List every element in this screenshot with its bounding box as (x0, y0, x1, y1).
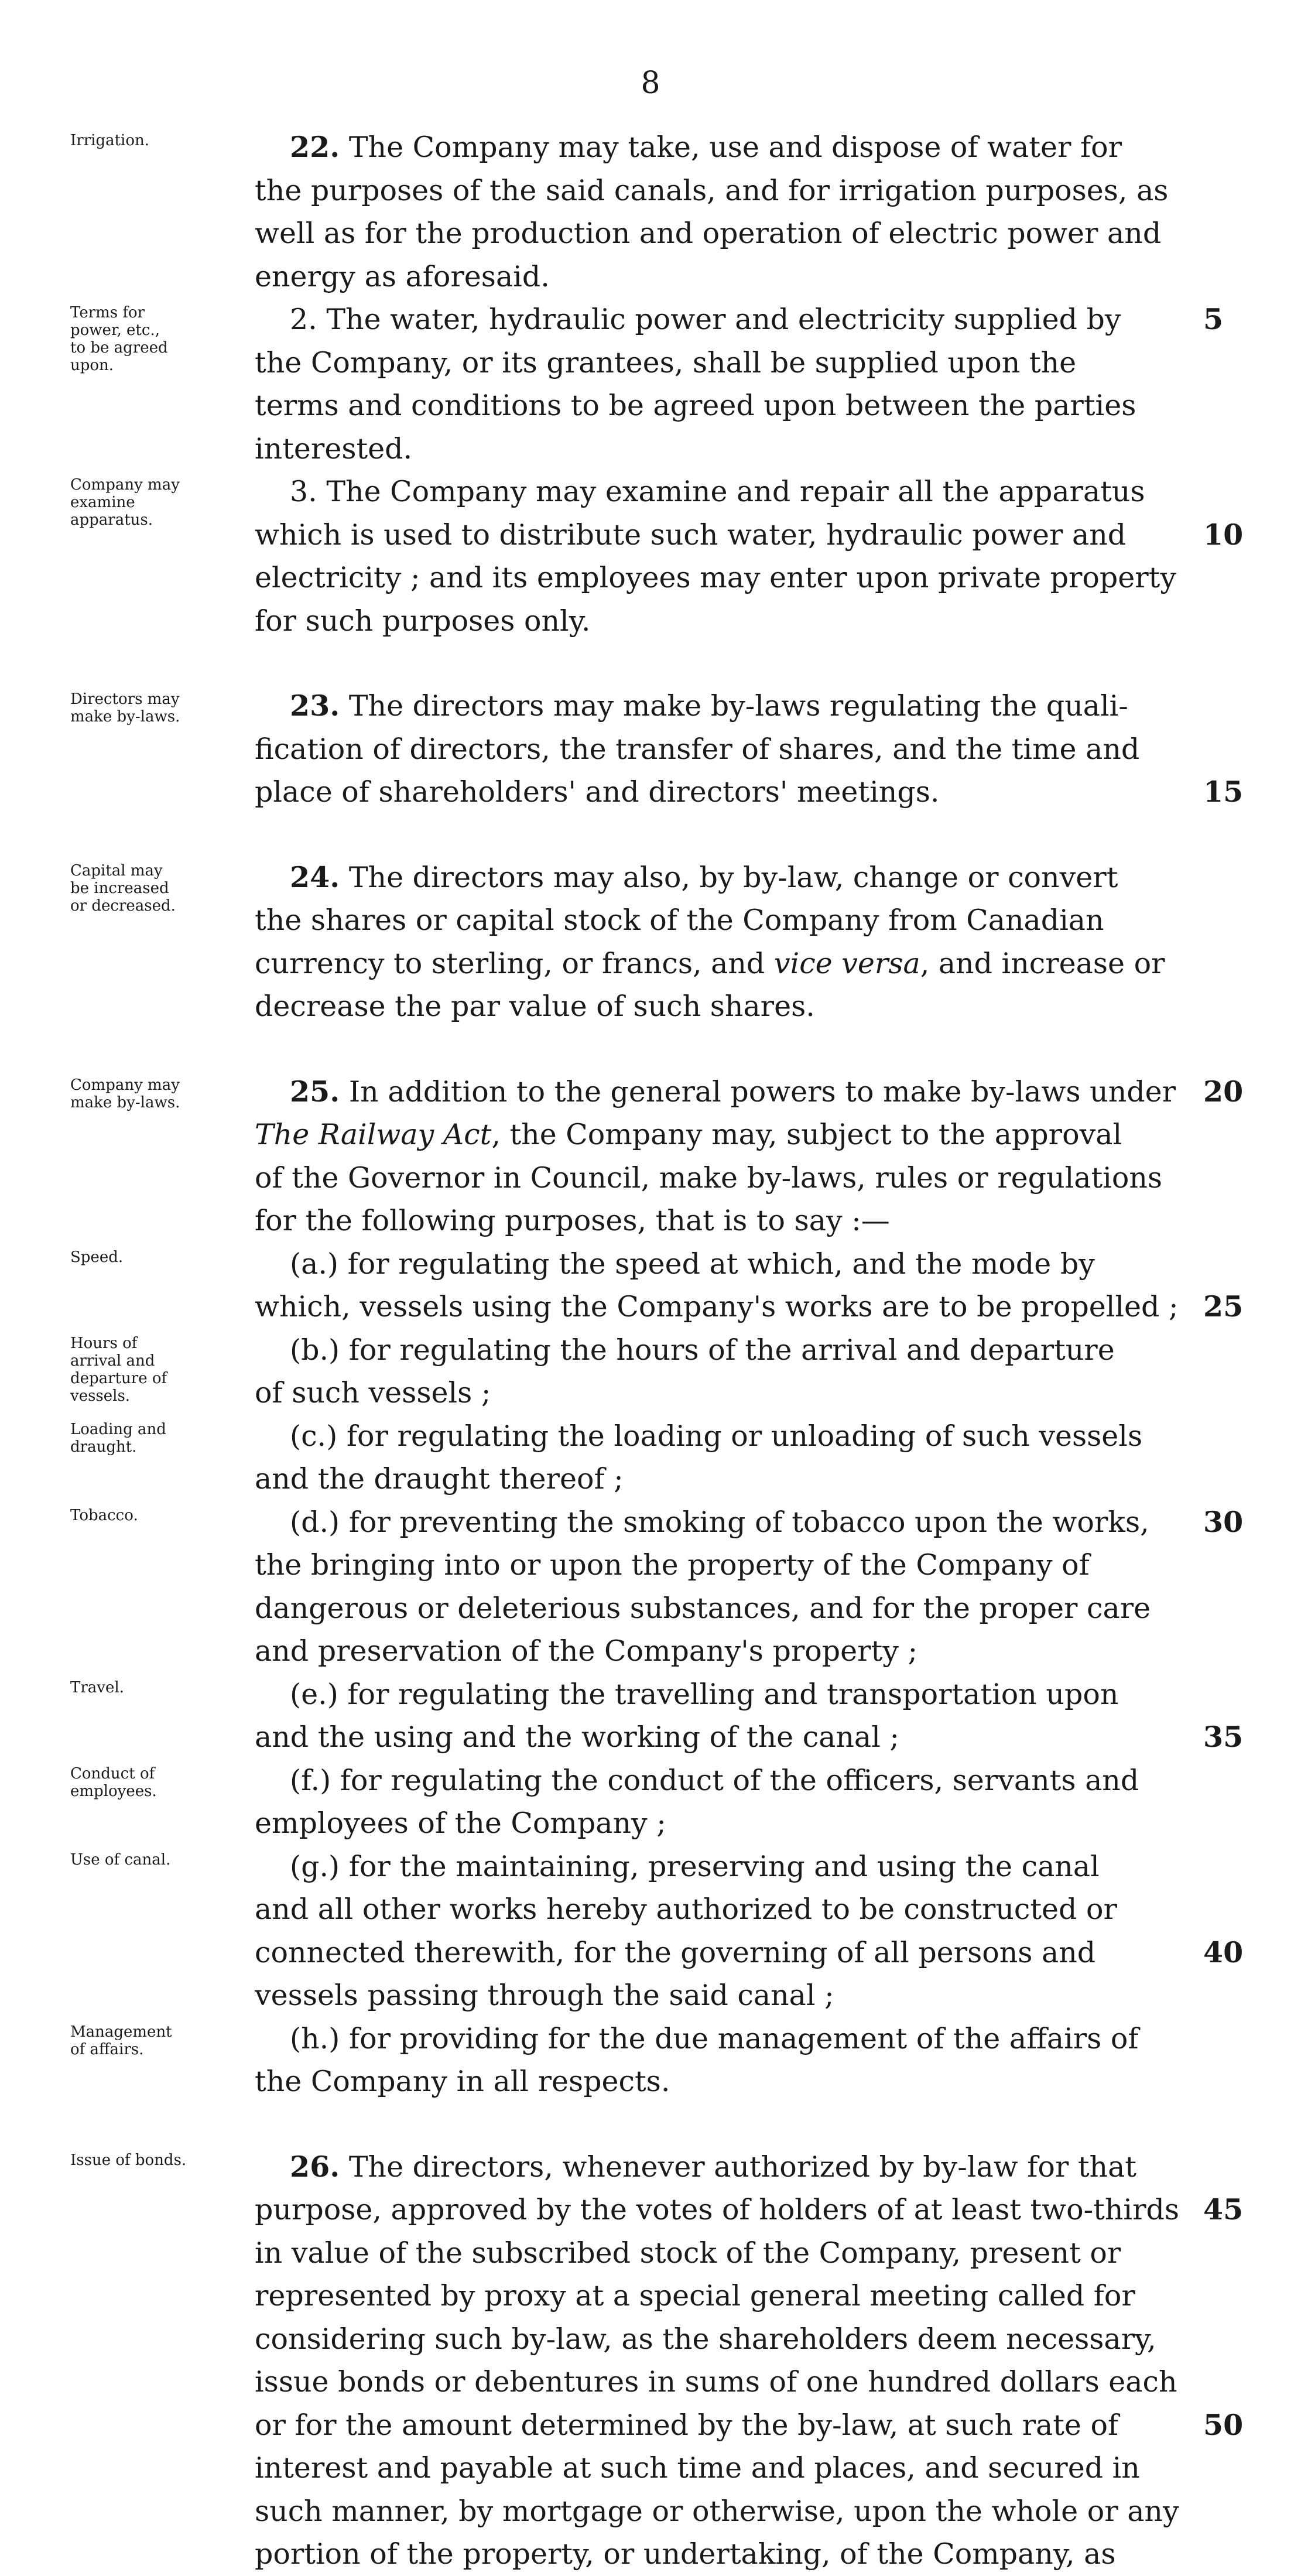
text-line: and preservation of the Company's property ; (255, 1634, 918, 1668)
marginal-note-line: Speed. (70, 1248, 124, 1266)
text-line: of such vessels ; (255, 1376, 491, 1410)
text-line: 3. The Company may examine and repair all the apparatus (290, 475, 1145, 508)
marginal-note (70, 1248, 234, 1266)
marginal-note-line: Conduct of (70, 1764, 155, 1783)
text-line: of the Governor in Council, make by-laws, rules or regulations (255, 1161, 1163, 1195)
text-line: employees of the Company ; (255, 1807, 666, 1840)
text-line: (e.) for regulating the travelling and transportation upon (290, 1677, 1119, 1711)
text-line: such manner, by mortgage or otherwise, upon the whole or any (255, 2494, 1179, 2528)
marginal-note-line: Directors may (70, 690, 180, 708)
marginal-note-line: employees. (70, 1782, 157, 1800)
text-line: place of shareholders' and directors' meetings. (255, 775, 940, 809)
paragraph (70, 126, 1262, 298)
paragraph (70, 856, 1262, 1028)
text-line: vessels passing through the said canal ; (255, 1979, 834, 2012)
text-line: the purposes of the said canals, and for irrigation purposes, as (255, 173, 1169, 207)
section-number: 26. (290, 2149, 340, 2184)
text-line: interest and payable at such time and places, and secured in (255, 2451, 1140, 2485)
text-line: and the draught thereof ; (255, 1462, 624, 1496)
text-line: the Company, or its grantees, shall be supplied upon the (255, 345, 1077, 379)
text-line: the Company in all respects. (255, 2065, 670, 2098)
text-line: which, vessels using the Company's works are to be propelled ; (255, 1290, 1179, 1323)
text-line: decrease the par value of such shares. (255, 990, 815, 1023)
paragraph (70, 298, 1262, 470)
paragraph (70, 1673, 1262, 1759)
text-line: electricity ; and its employees may enter upon private property (255, 561, 1177, 594)
paragraph (70, 1501, 1262, 1673)
section-number: 22. (290, 130, 340, 164)
marginal-note-line: Capital may (70, 861, 163, 880)
marginal-note-line: apparatus. (70, 511, 153, 529)
text-line: (d.) for preventing the smoking of tobacco upon the works, (290, 1505, 1149, 1539)
marginal-note-line: or decreased. (70, 897, 176, 915)
line-number: 25 (1203, 1289, 1244, 1323)
text-line: 23. The directors may make by-laws regulating the quali- (290, 689, 1128, 723)
marginal-note-line: Company may (70, 476, 180, 494)
text-line: for such purposes only. (255, 604, 591, 638)
paragraph (70, 1759, 1262, 1845)
marginal-note (70, 2023, 234, 2058)
text-line: or for the amount determined by the by-law, at such rate of (255, 2408, 1119, 2442)
text-line: 26. The directors, whenever authorized by by-law for that (290, 2149, 1136, 2184)
line-number: 15 (1203, 775, 1244, 809)
marginal-note (70, 690, 234, 726)
marginal-note-line: to be agreed (70, 339, 168, 357)
text-line: The Railway Act, the Company may, subject to the approval (255, 1118, 1122, 1151)
text-line: and the using and the working of the canal ; (255, 1720, 899, 1754)
line-number: 10 (1203, 517, 1244, 552)
marginal-note-line: power, etc., (70, 321, 160, 339)
text-line: interested. (255, 432, 413, 466)
line-number: 30 (1203, 1504, 1244, 1539)
text-line: represented by proxy at a special general meeting called for (255, 2279, 1135, 2312)
marginal-note-line: make by-laws. (70, 708, 180, 726)
marginal-note (70, 132, 234, 149)
marginal-note (70, 1421, 234, 1456)
section-number: 23. (290, 689, 340, 723)
text-line: which is used to distribute such water, hydraulic power and (255, 518, 1127, 552)
paragraph (70, 1845, 1262, 2017)
italic-text: vice versa (773, 946, 920, 980)
text-line: (g.) for the maintaining, preserving and using the canal (290, 1849, 1100, 1883)
marginal-note-line: Loading and (70, 1420, 166, 1438)
marginal-note-line: be increased (70, 879, 169, 897)
line-number: 20 (1203, 1074, 1244, 1109)
text-line: 24. The directors may also, by by-law, change or convert (290, 860, 1118, 894)
text-line: the shares or capital stock of the Company from Canadian (255, 904, 1104, 937)
text-line: the bringing into or upon the property of the Company of (255, 1548, 1090, 1582)
marginal-note (70, 1851, 234, 1869)
section-number: 24. (290, 860, 340, 894)
text-line: fication of directors, the transfer of shares, and the time and (255, 732, 1140, 766)
text-line: purpose, approved by the votes of holders of at least two-thirds (255, 2193, 1180, 2226)
marginal-note-line: arrival and (70, 1352, 155, 1370)
text-line: energy as aforesaid. (255, 259, 550, 293)
text-line: issue bonds or debentures in sums of one hundred dollars each (255, 2365, 1177, 2399)
text-line: terms and conditions to be agreed upon between the parties (255, 389, 1136, 422)
text-line: 22. The Company may take, use and dispose of water for (290, 130, 1122, 164)
marginal-note (70, 476, 234, 529)
line-number: 5 (1203, 302, 1224, 336)
text-line: 25. In addition to the general powers to make by-laws under (290, 1074, 1176, 1109)
marginal-note (70, 1076, 234, 1111)
marginal-note-line: Use of canal. (70, 1850, 171, 1869)
marginal-note (70, 1335, 234, 1405)
marginal-note-line: Irrigation. (70, 132, 150, 149)
marginal-note-line: examine (70, 494, 135, 511)
text-line: portion of the property, or undertaking, of the Company, as (255, 2537, 1116, 2571)
marginal-note-line: upon. (70, 357, 114, 374)
marginal-note (70, 304, 234, 374)
marginal-note (70, 1679, 234, 1696)
marginal-note-line: of affairs. (70, 2040, 144, 2058)
paragraph (70, 470, 1262, 642)
paragraph (70, 685, 1262, 814)
text-line: considering such by-law, as the shareholders deem necessary, (255, 2322, 1156, 2356)
marginal-note-line: Tobacco. (70, 1506, 138, 1524)
text-line: (h.) for providing for the due management of the affairs of (290, 2021, 1139, 2055)
section-number: 25. (290, 1074, 340, 1109)
text-line: and all other works hereby authorized to be constructed or (255, 1893, 1117, 1926)
line-number: 40 (1203, 1935, 1244, 1969)
line-number: 45 (1203, 2192, 1244, 2226)
text-line: (c.) for regulating the loading or unloading of such vessels (290, 1419, 1143, 1453)
marginal-note-line: departure of (70, 1369, 167, 1387)
marginal-note-line: Travel. (70, 1678, 124, 1696)
marginal-note-line: Management (70, 2023, 172, 2041)
line-number: 35 (1203, 1720, 1244, 1754)
page-number: 8 (641, 66, 660, 101)
paragraph (70, 1415, 1262, 1501)
line-number: 50 (1203, 2407, 1244, 2442)
marginal-note-line: Terms for (70, 304, 145, 321)
text-line: 2. The water, hydraulic power and electricity supplied by (290, 303, 1121, 336)
page-body (70, 126, 1253, 2576)
text-line: dangerous or deleterious substances, and for the proper care (255, 1591, 1151, 1625)
marginal-note (70, 862, 234, 915)
text-line: connected therewith, for the governing of all persons and (255, 1935, 1096, 1969)
marginal-note-line: Issue of bonds. (70, 2151, 187, 2169)
text-line: in value of the subscribed stock of the Company, present or (255, 2236, 1121, 2270)
text-line: well as for the production and operation of electric power and (255, 217, 1162, 250)
paragraph (70, 1329, 1262, 1415)
text-line: (b.) for regulating the hours of the arrival and departure (290, 1333, 1115, 1367)
marginal-note (70, 2151, 234, 2169)
marginal-note-line: draught. (70, 1438, 137, 1456)
text-line: for the following purposes, that is to say :— (255, 1204, 890, 1237)
text-line: currency to sterling, or francs, and vice versa, and increase or (255, 946, 1165, 980)
marginal-note (70, 1507, 234, 1524)
marginal-note-line: vessels. (70, 1387, 131, 1405)
paragraph (70, 2146, 1262, 2576)
paragraph (70, 2017, 1262, 2103)
marginal-note (70, 1765, 234, 1800)
marginal-note-line: Company may (70, 1076, 180, 1094)
paragraph (70, 1243, 1262, 1329)
marginal-note-line: Hours of (70, 1334, 138, 1352)
paragraph (70, 1070, 1262, 1243)
text-line: (f.) for regulating the conduct of the officers, servants and (290, 1763, 1139, 1797)
marginal-note-line: make by-laws. (70, 1093, 180, 1111)
italic-text: The Railway Act (255, 1118, 492, 1151)
text-line: (a.) for regulating the speed at which, and the mode by (290, 1247, 1095, 1281)
